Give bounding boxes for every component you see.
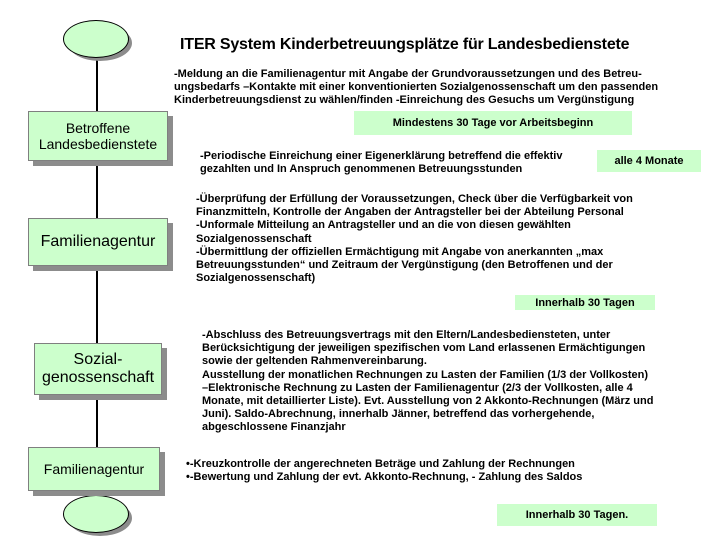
step-5-text: •-Kreuzkontrolle der angerechneten Beträge und Zahlung der Rechnungen •-Bewertung und Zahlung der evt. Akkonto-Rechnung, - Zahlung des Saldos <box>186 458 583 484</box>
role-sozialgenossenschaft: Sozial- genossenschaft <box>34 343 162 395</box>
step-1-text: -Meldung an die Familienagentur mit Angabe der Grundvoraussetzungen und des Betreu- ungsbedarfs –Kontakte mit einer konventionierten Sozialgenossenschaft um den passenden Kinderbetreuungsdienst zu wählen/finden -Einreichung des Gesuchs um Vergünstigung <box>174 68 659 107</box>
deadline-badge-innerhalb-30-tagen: Innerhalb 30 Tagen <box>515 295 655 310</box>
role-familienagentur-1: Familienagentur <box>28 218 168 266</box>
deadline-badge-innerhalb-30-tagen-final: Innerhalb 30 Tagen. <box>497 504 657 526</box>
end-oval <box>63 495 129 533</box>
role-betroffene-landesbedienstete: Betroffene Landesbedienstete <box>28 111 168 161</box>
start-oval <box>63 20 129 58</box>
step-3-text: -Überprüfung der Erfüllung der Voraussetzungen, Check über die Verfügbarkeit von Finanzmitteln, Kontrolle der Angaben der Antragsteller bei der Abteilung Personal -Unformale Mitteilung an Antragsteller und an die von diesen gewählten Sozialgenossenschaft -Übermittlung der offiziellen Ermächtigung mit Angabe von anerkannten „max Betreuungsstunden“ und Zeitraum der Vergünstigung (den Betroffenen und der Sozialgenossenschaft) <box>196 193 633 285</box>
role-familienagentur-2: Familienagentur <box>28 447 160 491</box>
deadline-badge-alle-4-monate: alle 4 Monate <box>597 150 701 172</box>
page-title: ITER System Kinderbetreuungsplätze für Landesbedienstete <box>180 36 630 53</box>
step-2-text: -Periodische Einreichung einer Eigenerklärung betreffend die effektiv gezahlten und In Anspruch genommenen Betreuungsstunden <box>200 150 563 176</box>
deadline-badge-30-tage-vor-arbeitsbeginn: Mindestens 30 Tage vor Arbeitsbeginn <box>354 111 632 135</box>
step-4-text: -Abschluss des Betreuungsvertrags mit den Eltern/Landesbediensteten, unter Berücksichtigung der jeweiligen spezifischen vom Land erlassenen Ermächtigungen sowie der geltenden Rahmenvereinbarung. Ausstellung der monatlichen Rechnungen zu Lasten der Familien (1/3 der Vollkosten) –Elektronische Rechnung zu Lasten der Familienagentur (2/3 der Vollkosten, alle 4 Monate, mit detaillierter Liste). Evt. Ausstellung von 2 Akkonto-Rechnungen (März und Juni). Saldo-Abrechnung, innerhalb Jänner, betreffend das vorhergehende, abgeschlossene Finanzjahr <box>202 329 654 434</box>
